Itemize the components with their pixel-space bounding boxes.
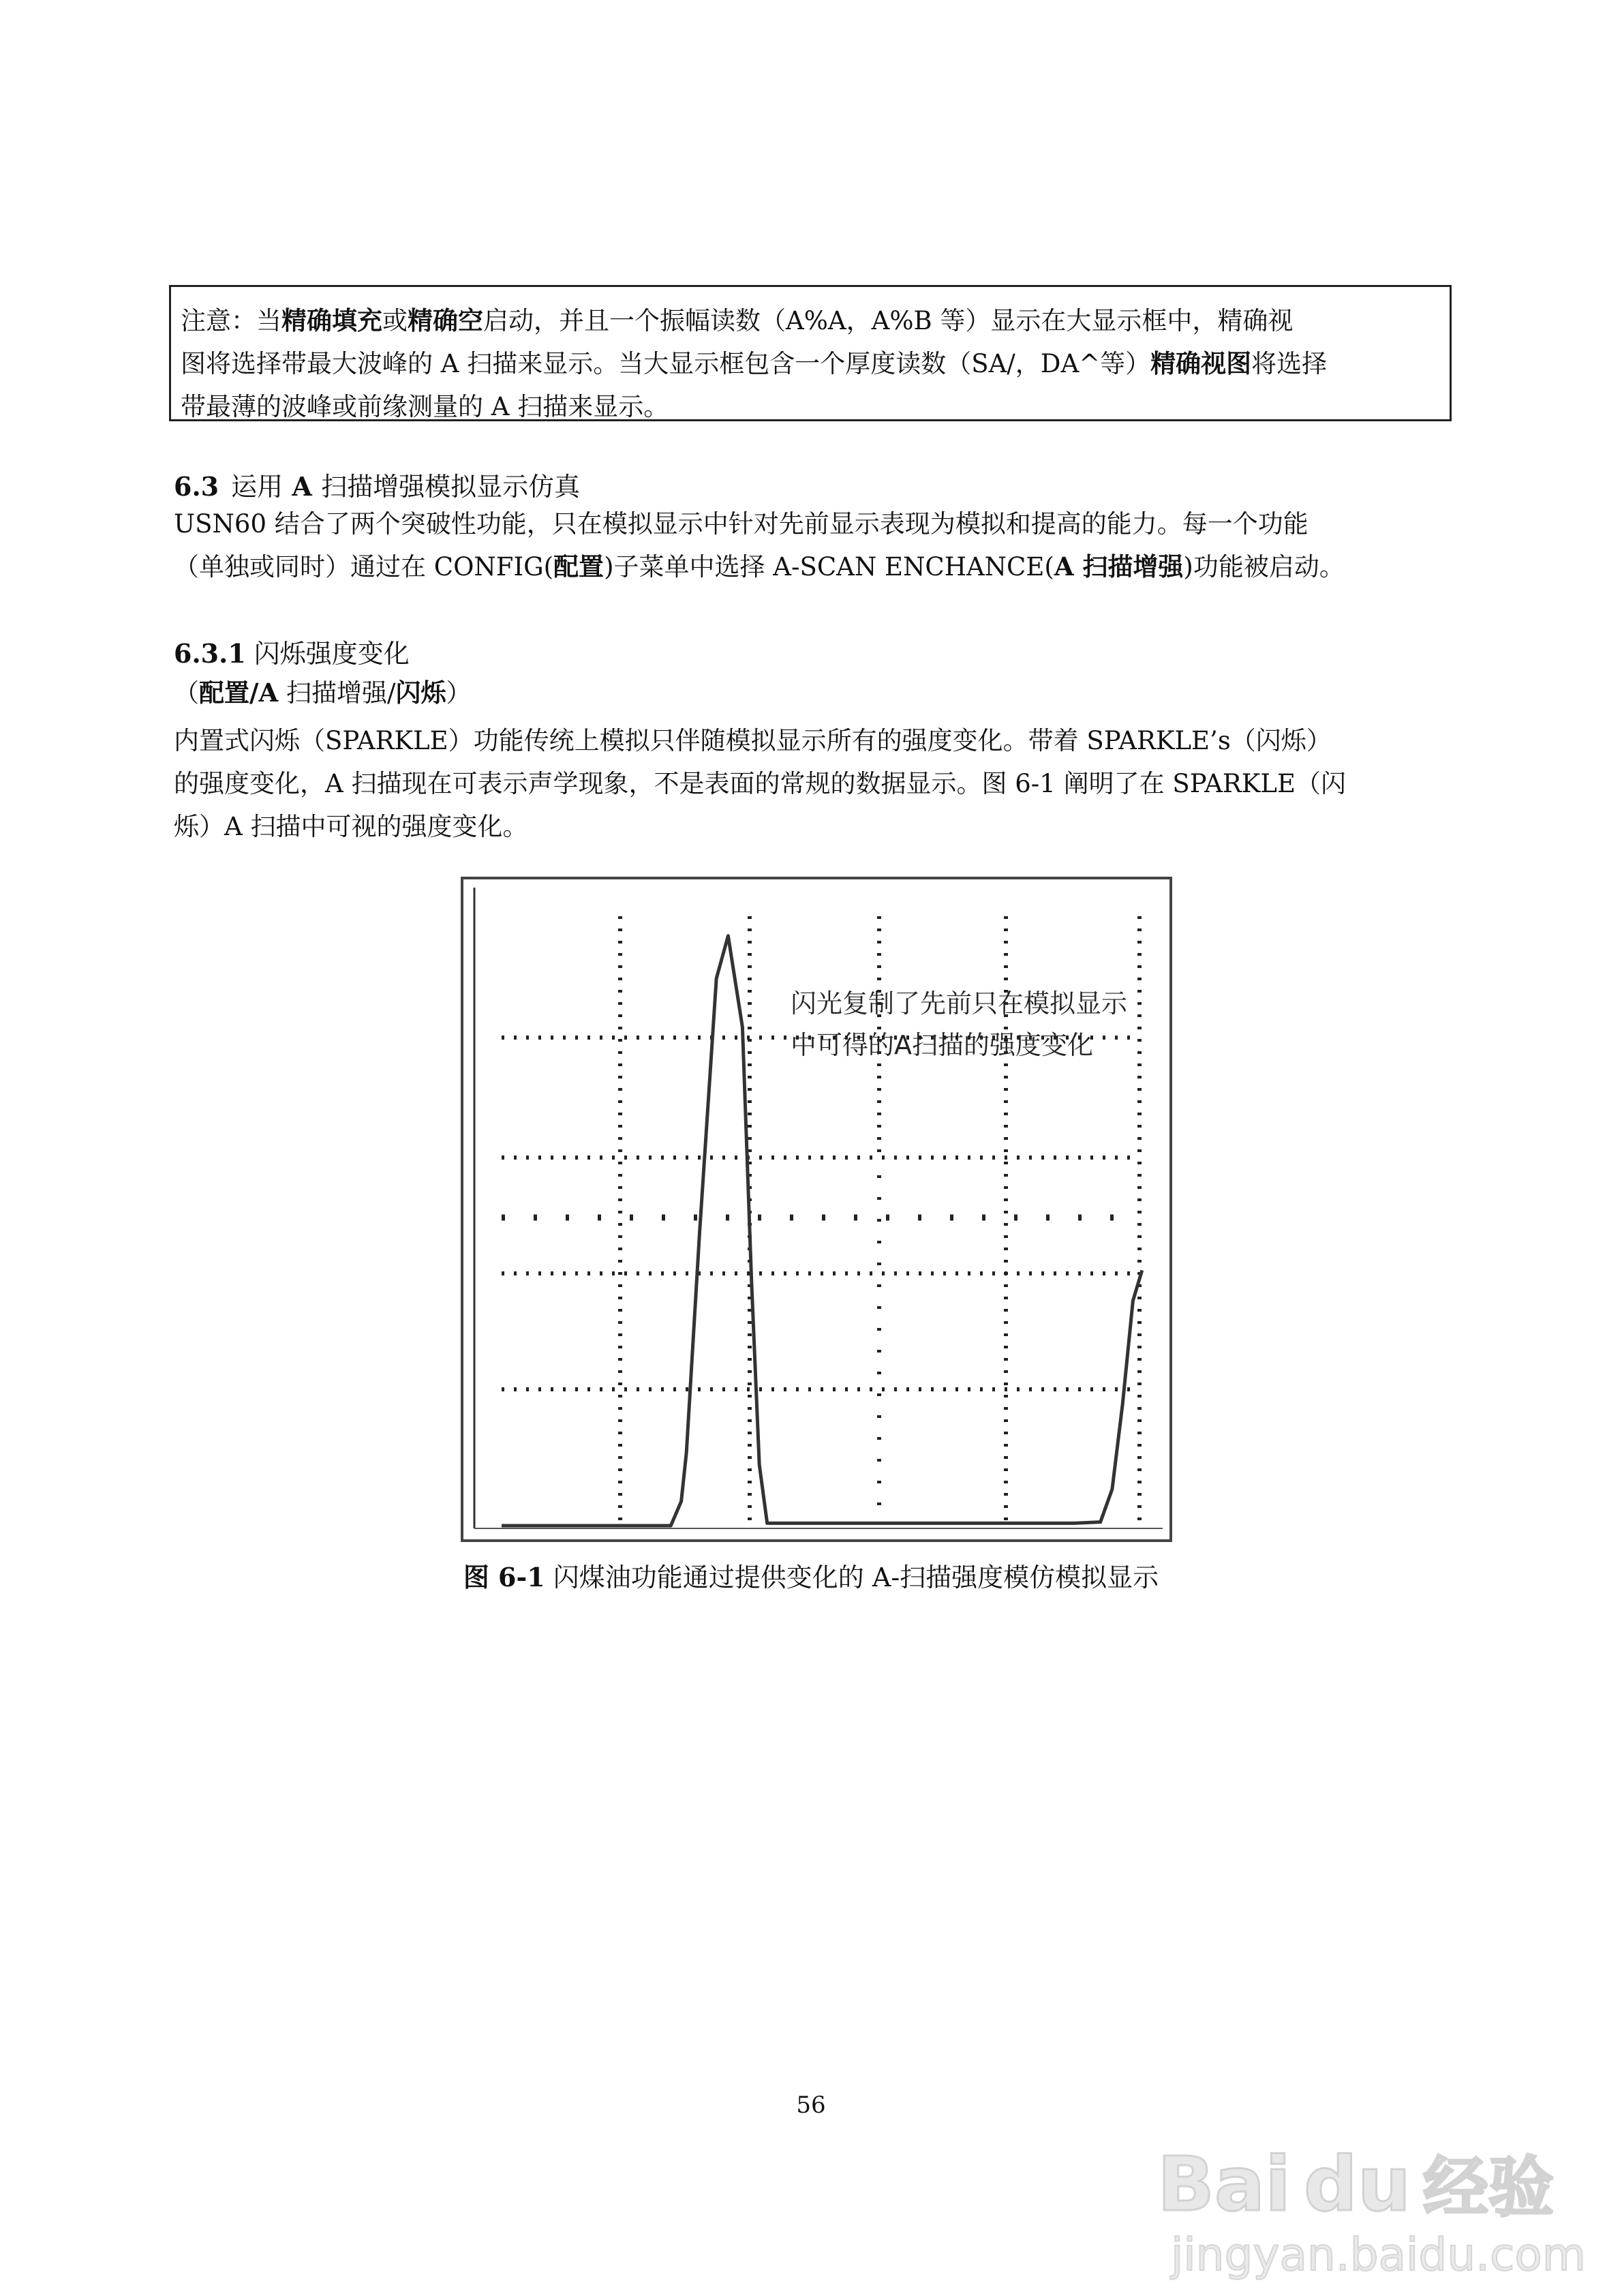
figure-caption: 图 6-1 闪煤油功能通过提供变化的 A-扫描强度模仿模拟显示	[463, 1562, 1159, 1592]
watermark-sub-text: 经验	[1423, 2149, 1554, 2226]
watermark-brand-text-2: du	[1304, 2141, 1411, 2228]
watermark-url: jingyan.baidu.com	[1171, 2229, 1587, 2281]
note-line-3: 带最薄的波峰或前缘测量的 A 扫描来显示。	[181, 392, 669, 421]
paragraph-6-3-1-line-3: 烁）A 扫描中可视的强度变化。	[174, 812, 528, 841]
note-line-1: 注意：当精确填充或精确空启动，并且一个振幅读数（A%A，A%B 等）显示在大显示框中，精确视	[181, 305, 1294, 335]
baidu-jingyan-watermark	[1150, 2134, 1587, 2284]
note-line-2: 图将选择带最大波峰的 A 扫描来显示。当大显示框包含一个厚度读数（SA/，DA^等）精确视图将选择	[181, 348, 1328, 378]
figure-a-scan-display	[461, 875, 1173, 1543]
section-heading-6-3-1: 6.3.1 闪烁强度变化	[174, 638, 410, 669]
paragraph-6-3-1-line-1: 内置式闪烁（SPARKLE）功能传统上模拟只伴随模拟显示所有的强度变化。带着 SPARKLE’s（闪烁）	[174, 726, 1332, 755]
paragraph-6-3-1-line-2: 的强度变化，A 扫描现在可表示声学现象，不是表面的常规的数据显示。图 6-1 阐明了在 SPARKLE（闪	[174, 769, 1346, 798]
note-box	[169, 285, 1452, 421]
page-number: 56	[796, 2091, 826, 2119]
watermark-brand-text: Bai	[1157, 2141, 1291, 2228]
menu-path: （配置/A 扫描增强/闪烁）	[174, 678, 472, 708]
paragraph-6-3-line-1: USN60 结合了两个突破性功能，只在模拟显示中针对先前显示表现为模拟和提高的能力。每一个功能	[174, 509, 1309, 539]
figure-frame	[462, 878, 1171, 1541]
paragraph-6-3-line-2: （单独或同时）通过在 CONFIG(配置)子菜单中选择 A-SCAN ENCHANCE(A 扫描增强)功能被启动。	[174, 552, 1345, 581]
section-heading-6-3: 6.3 运用 A 扫描增强模拟显示仿真	[174, 471, 581, 502]
figure-annotation-line-1: 闪光复制了先前只在模拟显示	[791, 988, 1128, 1018]
figure-annotation-line-2: 中可得的A扫描的强度变化	[791, 1030, 1093, 1060]
